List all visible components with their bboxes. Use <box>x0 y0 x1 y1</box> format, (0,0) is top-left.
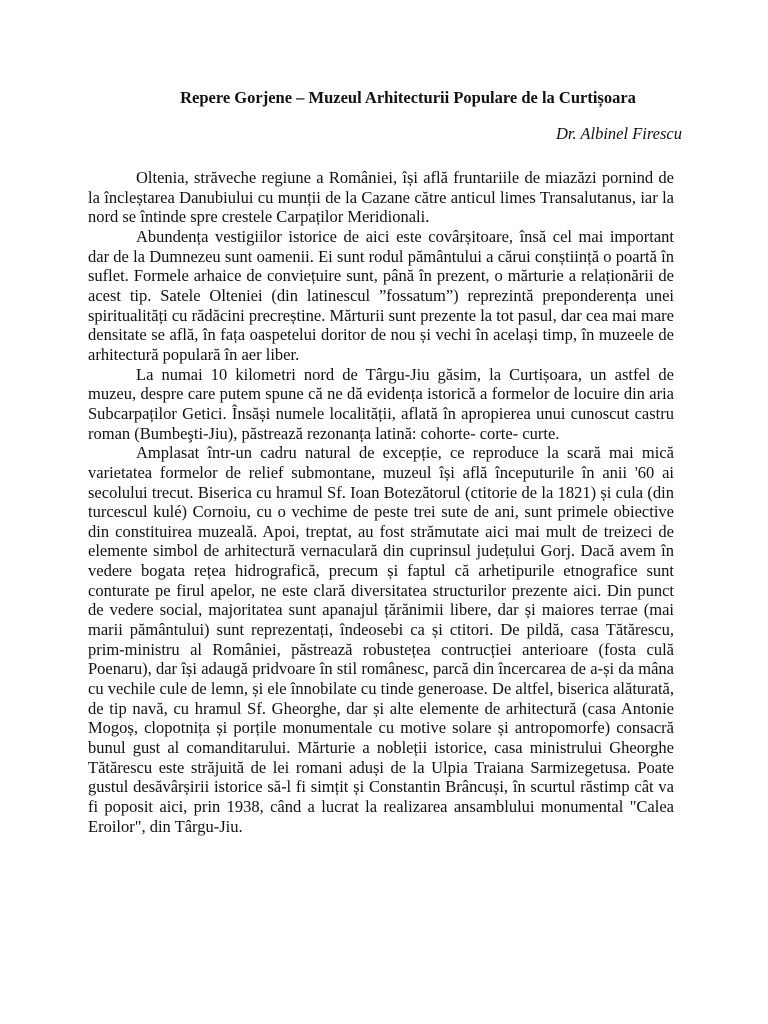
paragraph-1: Oltenia, străveche regiune a României, își află fruntariile de miazăzi pornind de la încleștarea Danubiului cu munții de la Cazane către anticul limes Transalutanus, iar la nord se întinde spre crestele Carpaților Meridionali. <box>88 168 674 227</box>
document-body <box>88 168 674 836</box>
paragraph-2: Abundența vestigiilor istorice de aici este covârșitoare, însă cel mai important dar de la Dumnezeu sunt oamenii. Ei sunt rodul pământului a cărui conștiință o poartă în suflet. Formele arhaice de conviețuire sunt, până în prezent, o mărturie a relaționării de acest tip. Satele Olteniei (din latinescul ”fossatum”) reprezintă preponderența unei spiritualități cu rădăcini precreștine. Mărturii sunt prezente la tot pasul, dar cea mai mare densitate se află, în fața oaspetelui doritor de nou și vechi în același timp, în muzeele de arhitectură populară în aer liber. <box>88 226 674 364</box>
paragraph-4: Amplasat într-un cadru natural de excepție, ce reproduce la scară mai mică varietatea formelor de relief submontane, muzeul își află începuturile în anii '60 ai secolului trecut. Biserica cu hramul Sf. Ioan Botezătorul (ctitorie de la 1821) și cula (din turcescul kulé) Cornoiu, cu o vechime de peste trei sute de ani, sunt primele obiective din constituirea muzeală. Apoi, treptat, au fost strămutate aici mai mult de treizeci de elemente simbol de arhitectură vernaculară din cuprinsul județului Gorj. Dacă avem în vedere bogata rețea hidrografică, precum și faptul că arhetipurile etnografice sunt conturate pe firul apelor, ne este clară diversitatea structurilor prezente aici. Din punct de vedere social, majoritatea sunt apanajul țărănimii libere, dar și maiores terrae (mai marii pământului) sunt reprezentați, îndeosebi ca și ctitori. De pildă, casa Tătărescu, prim-ministru al României, păstrează robustețea contrucției anterioare (fosta culă Poenaru), dar își adaugă pridvoare în stil românesc, parcă din încercarea de a-și da mâna cu vechile cule de lemn, și ele înnobilate cu tinde generoase. De altfel, biserica alăturată, de tip navă, cu hramul Sf. Gheorghe, dar și alte elemente de arhitectură (casa Antonie Mogoș, clopotnița și porțile monumentale cu motive solare și antropomorfe) consacră bunul gust al comanditarului. Mărturie a nobleții istorice, casa ministrului Gheorghe Tătărescu este străjuită de lei romani aduși de la Ulpia Traiana Sarmizegetusa. Poate gustul desăvârșirii istorice să-l fi simțit și Constantin Brâncuși, în scurtul răstimp cât va fi poposit aici, prin 1938, când a lucrat la realizarea ansamblului monumental "Calea Eroilor", din Târgu-Jiu. <box>88 443 674 836</box>
document-author: Dr. Albinel Firescu <box>555 124 682 143</box>
document-title: Repere Gorjene – Muzeul Arhitecturii Populare de la Curtișoara <box>180 88 636 107</box>
paragraph-3: La numai 10 kilometri nord de Târgu-Jiu găsim, la Curtișoara, un astfel de muzeu, despre care putem spune că ne dă evidența istorică a formelor de locuire din aria Subcarpaților Getici. Însăși numele localității, aflată în apropierea unui cunoscut castru roman (Bumbeşti-Jiu), păstrează rezonanța latină: cohorte- corte- curte. <box>88 364 674 443</box>
